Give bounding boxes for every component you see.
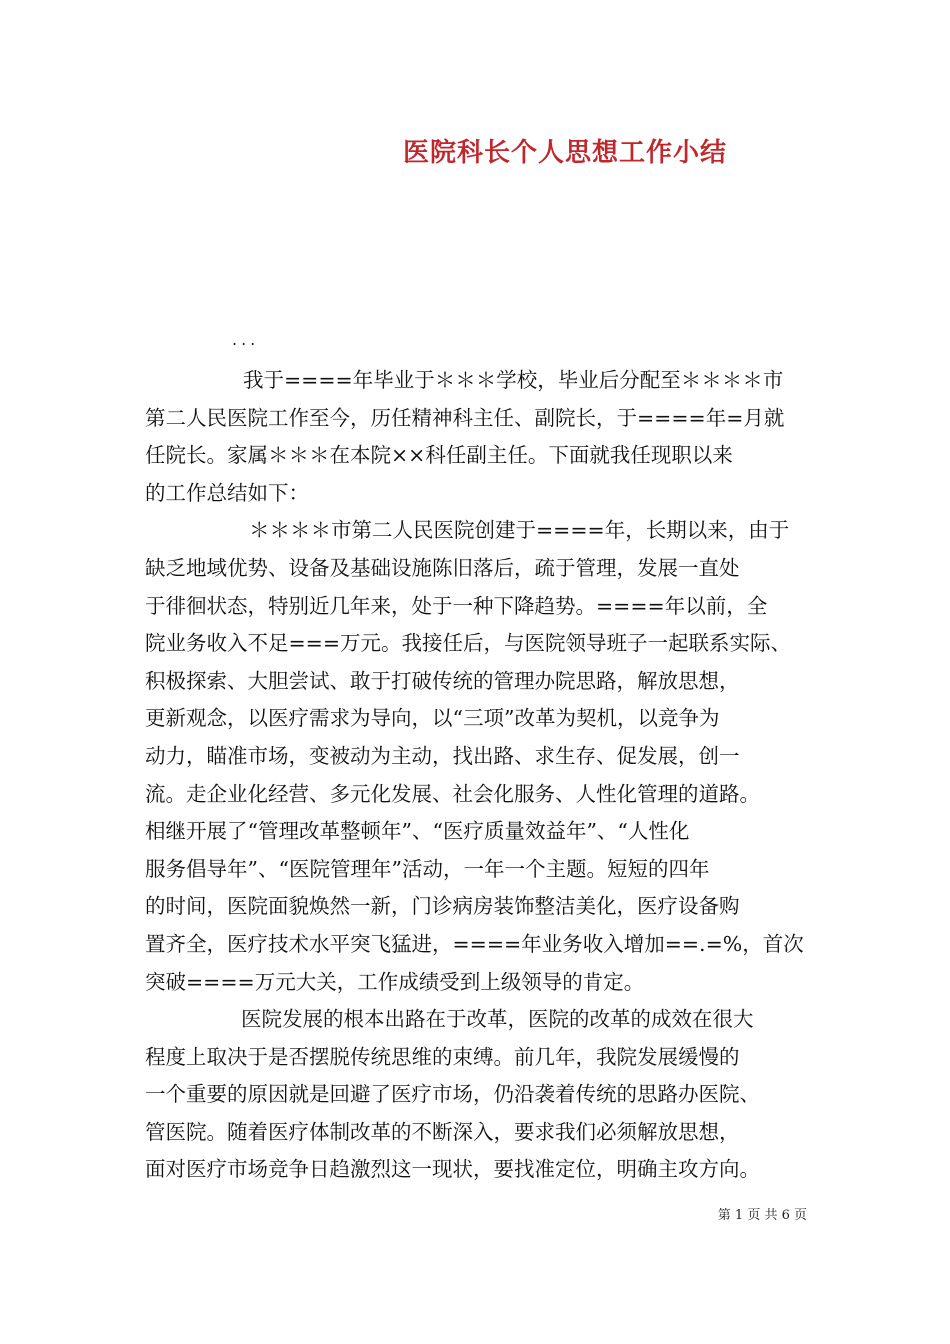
text-line: 的时间，医院面貌焕然一新，门诊病房装饰整洁美化，医疗设备购 xyxy=(145,894,740,919)
text-line: 流。走企业化经营、多元化发展、社会化服务、人性化管理的道路。 xyxy=(145,781,760,806)
text-line: 面对医疗市场竞争日趋激烈这一现状，要找准定位，明确主攻方向。 xyxy=(145,1157,760,1182)
ellipsis-marker: ... xyxy=(232,330,260,349)
text-line: 动力，瞄准市场，变被动为主动，找出路、求生存、促发展，创一 xyxy=(145,743,740,768)
text-line: 我于====年毕业于＊＊＊学校，毕业后分配至＊＊＊＊市 xyxy=(243,368,784,392)
text-line: 医院发展的根本出路在于改革，医院的改革的成效在很大 xyxy=(241,1007,754,1032)
text-line: 管医院。随着医疗体制改革的不断深入，要求我们必须解放思想， xyxy=(145,1119,740,1144)
text-line: 置齐全，医疗技术水平突飞猛进，====年业务收入增加==.=%，首次 xyxy=(145,931,804,956)
document-title: 医院科长个人思想工作小结 xyxy=(402,138,727,168)
text-line: 于徘徊状态，特别近几年来，处于一种下降趋势。====年以前，全 xyxy=(145,593,768,618)
text-line: 服务倡导年”、“医院管理年”活动，一年一个主题。短短的四年 xyxy=(145,856,710,881)
paragraph-2 xyxy=(145,512,810,1001)
text-line: 相继开展了“管理改革整顿年”、“医疗质量效益年”、“人性化 xyxy=(145,819,690,844)
text-line: 一个重要的原因就是回避了医疗市场，仍沿袭着传统的思路办医院、 xyxy=(145,1082,760,1107)
text-line: ＊＊＊＊市第二人民医院创建于====年，长期以来，由于 xyxy=(249,518,790,543)
text-line: 院业务收入不足===万元。我接任后，与医院领导班子一起联系实际、 xyxy=(145,631,792,656)
text-line: 突破====万元大关，工作成绩受到上级领导的肯定。 xyxy=(145,969,645,994)
page-number-footer: 第 1 页 共 6 页 xyxy=(717,1208,807,1223)
document-body xyxy=(145,362,810,1189)
paragraph-3 xyxy=(145,1001,810,1189)
text-line: 缺乏地域优势、设备及基础设施陈旧落后，疏于管理，发展一直处 xyxy=(145,555,740,580)
text-line: 任院长。家属＊＊＊在本院××科任副主任。下面就我任现职以来 xyxy=(145,443,733,468)
paragraph-1 xyxy=(145,362,810,512)
text-line: 的工作总结如下： xyxy=(145,480,309,505)
text-line: 第二人民医院工作至今，历任精神科主任、副院长，于====年=月就 xyxy=(145,405,785,430)
text-line: 积极探索、大胆尝试、敢于打破传统的管理办院思路，解放思想， xyxy=(145,668,740,693)
text-line: 更新观念，以医疗需求为导向，以“三项”改革为契机，以竞争为 xyxy=(145,706,720,731)
text-line: 程度上取决于是否摆脱传统思维的束缚。前几年，我院发展缓慢的 xyxy=(145,1044,740,1069)
